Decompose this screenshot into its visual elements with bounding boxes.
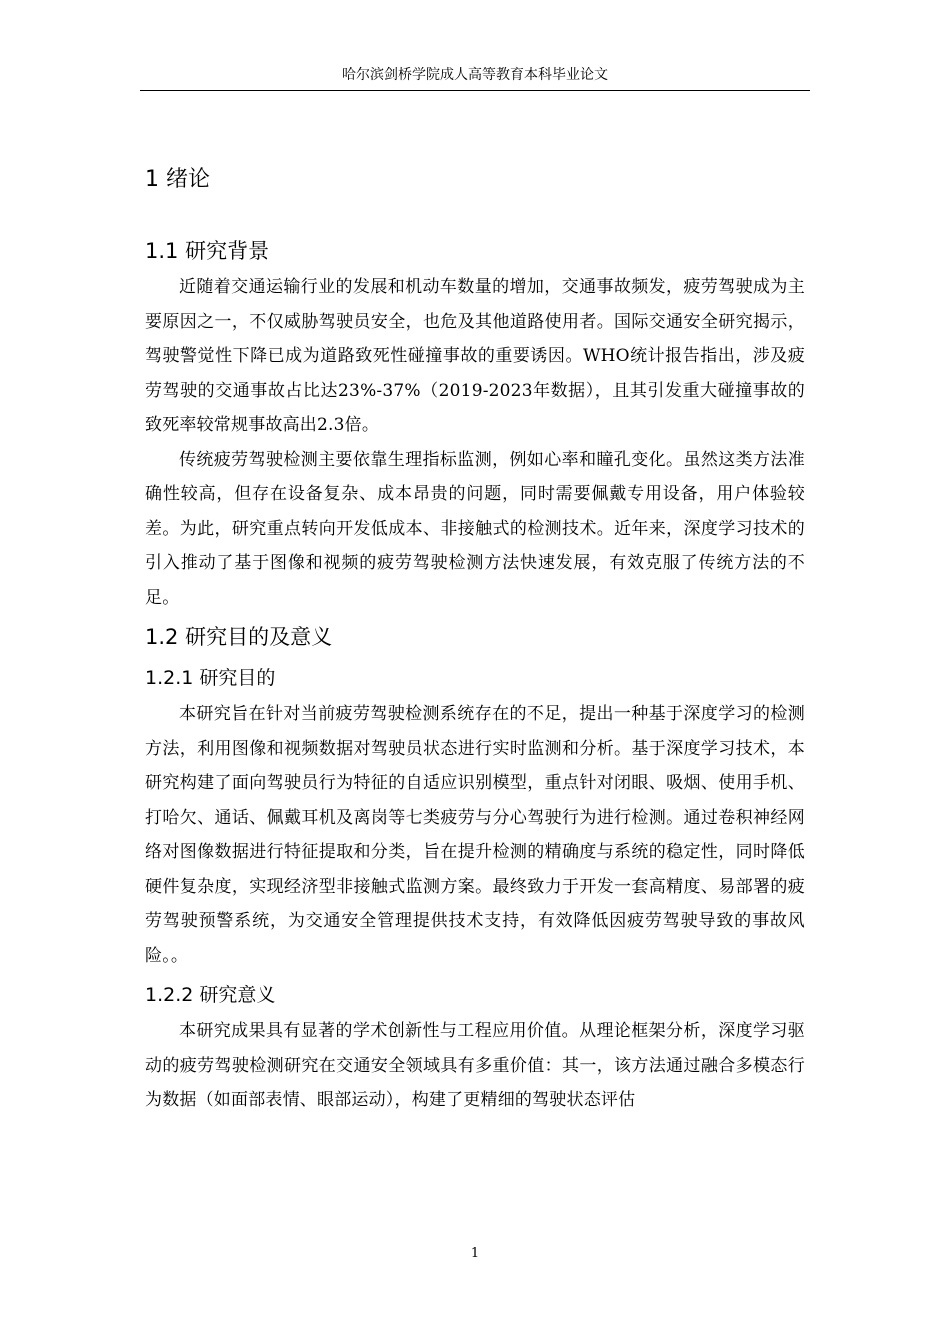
section-title-background: 1.1 研究背景: [145, 239, 270, 263]
page-number-value: 1: [470, 1246, 480, 1261]
page-number: [0, 1246, 950, 1261]
running-header-title: 哈尔滨剑桥学院成人高等教育本科毕业论文: [342, 67, 608, 83]
subsection-title-significance: 1.2.2 研究意义: [145, 984, 276, 1006]
paragraph-significance-1: 本研究成果具有显著的学术创新性与工程应用价值。从理论框架分析，深度学习驱动的疲劳驾驶检测研究在交通安全领域具有多重价值：其一，该方法通过融合多模态行为数据（如面部表情、眼部运动），构建了更精细的驾驶状态评估: [145, 1021, 805, 1110]
page-body: [145, 150, 805, 1118]
running-header: [140, 64, 810, 91]
paragraph-background-1: 近随着交通运输行业的发展和机动车数量的增加，交通事故频发，疲劳驾驶成为主要原因之一，不仅威胁驾驶员安全，也危及其他道路使用者。国际交通安全研究揭示，驾驶警觉性下降已成为道路致死性碰撞事故的重要诱因。WHO统计报告指出，涉及疲劳驾驶的交通事故占比达23%-37%（2019-2023年数据），且其引发重大碰撞事故的致死率较常规事故高出2.3倍。: [145, 277, 805, 435]
subsection-title-purpose: 1.2.1 研究目的: [145, 667, 276, 689]
chapter-title: 1 绪论: [145, 167, 210, 192]
paragraph-purpose-1: 本研究旨在针对当前疲劳驾驶检测系统存在的不足，提出一种基于深度学习的检测方法，利用图像和视频数据对驾驶员状态进行实时监测和分析。基于深度学习技术，本研究构建了面向驾驶员行为特征的自适应识别模型，重点针对闭眼、吸烟、使用手机、打哈欠、通话、佩戴耳机及离岗等七类疲劳与分心驾驶行为进行检测。通过卷积神经网络对图像数据进行特征提取和分类，旨在提升检测的精确度与系统的稳定性，同时降低硬件复杂度，实现经济型非接触式监测方案。最终致力于开发一套高精度、易部署的疲劳驾驶预警系统，为交通安全管理提供技术支持，有效降低因疲劳驾驶导致的事故风险。。: [145, 704, 805, 966]
paragraph-background-2: 传统疲劳驾驶检测主要依靠生理指标监测，例如心率和瞳孔变化。虽然这类方法准确性较高，但存在设备复杂、成本昂贵的问题，同时需要佩戴专用设备，用户体验较差。为此，研究重点转向开发低成本、非接触式的检测技术。近年来，深度学习技术的引入推动了基于图像和视频的疲劳驾驶检测方法快速发展，有效克服了传统方法的不足。: [145, 449, 805, 608]
section-title-purpose-significance: 1.2 研究目的及意义: [145, 625, 333, 649]
